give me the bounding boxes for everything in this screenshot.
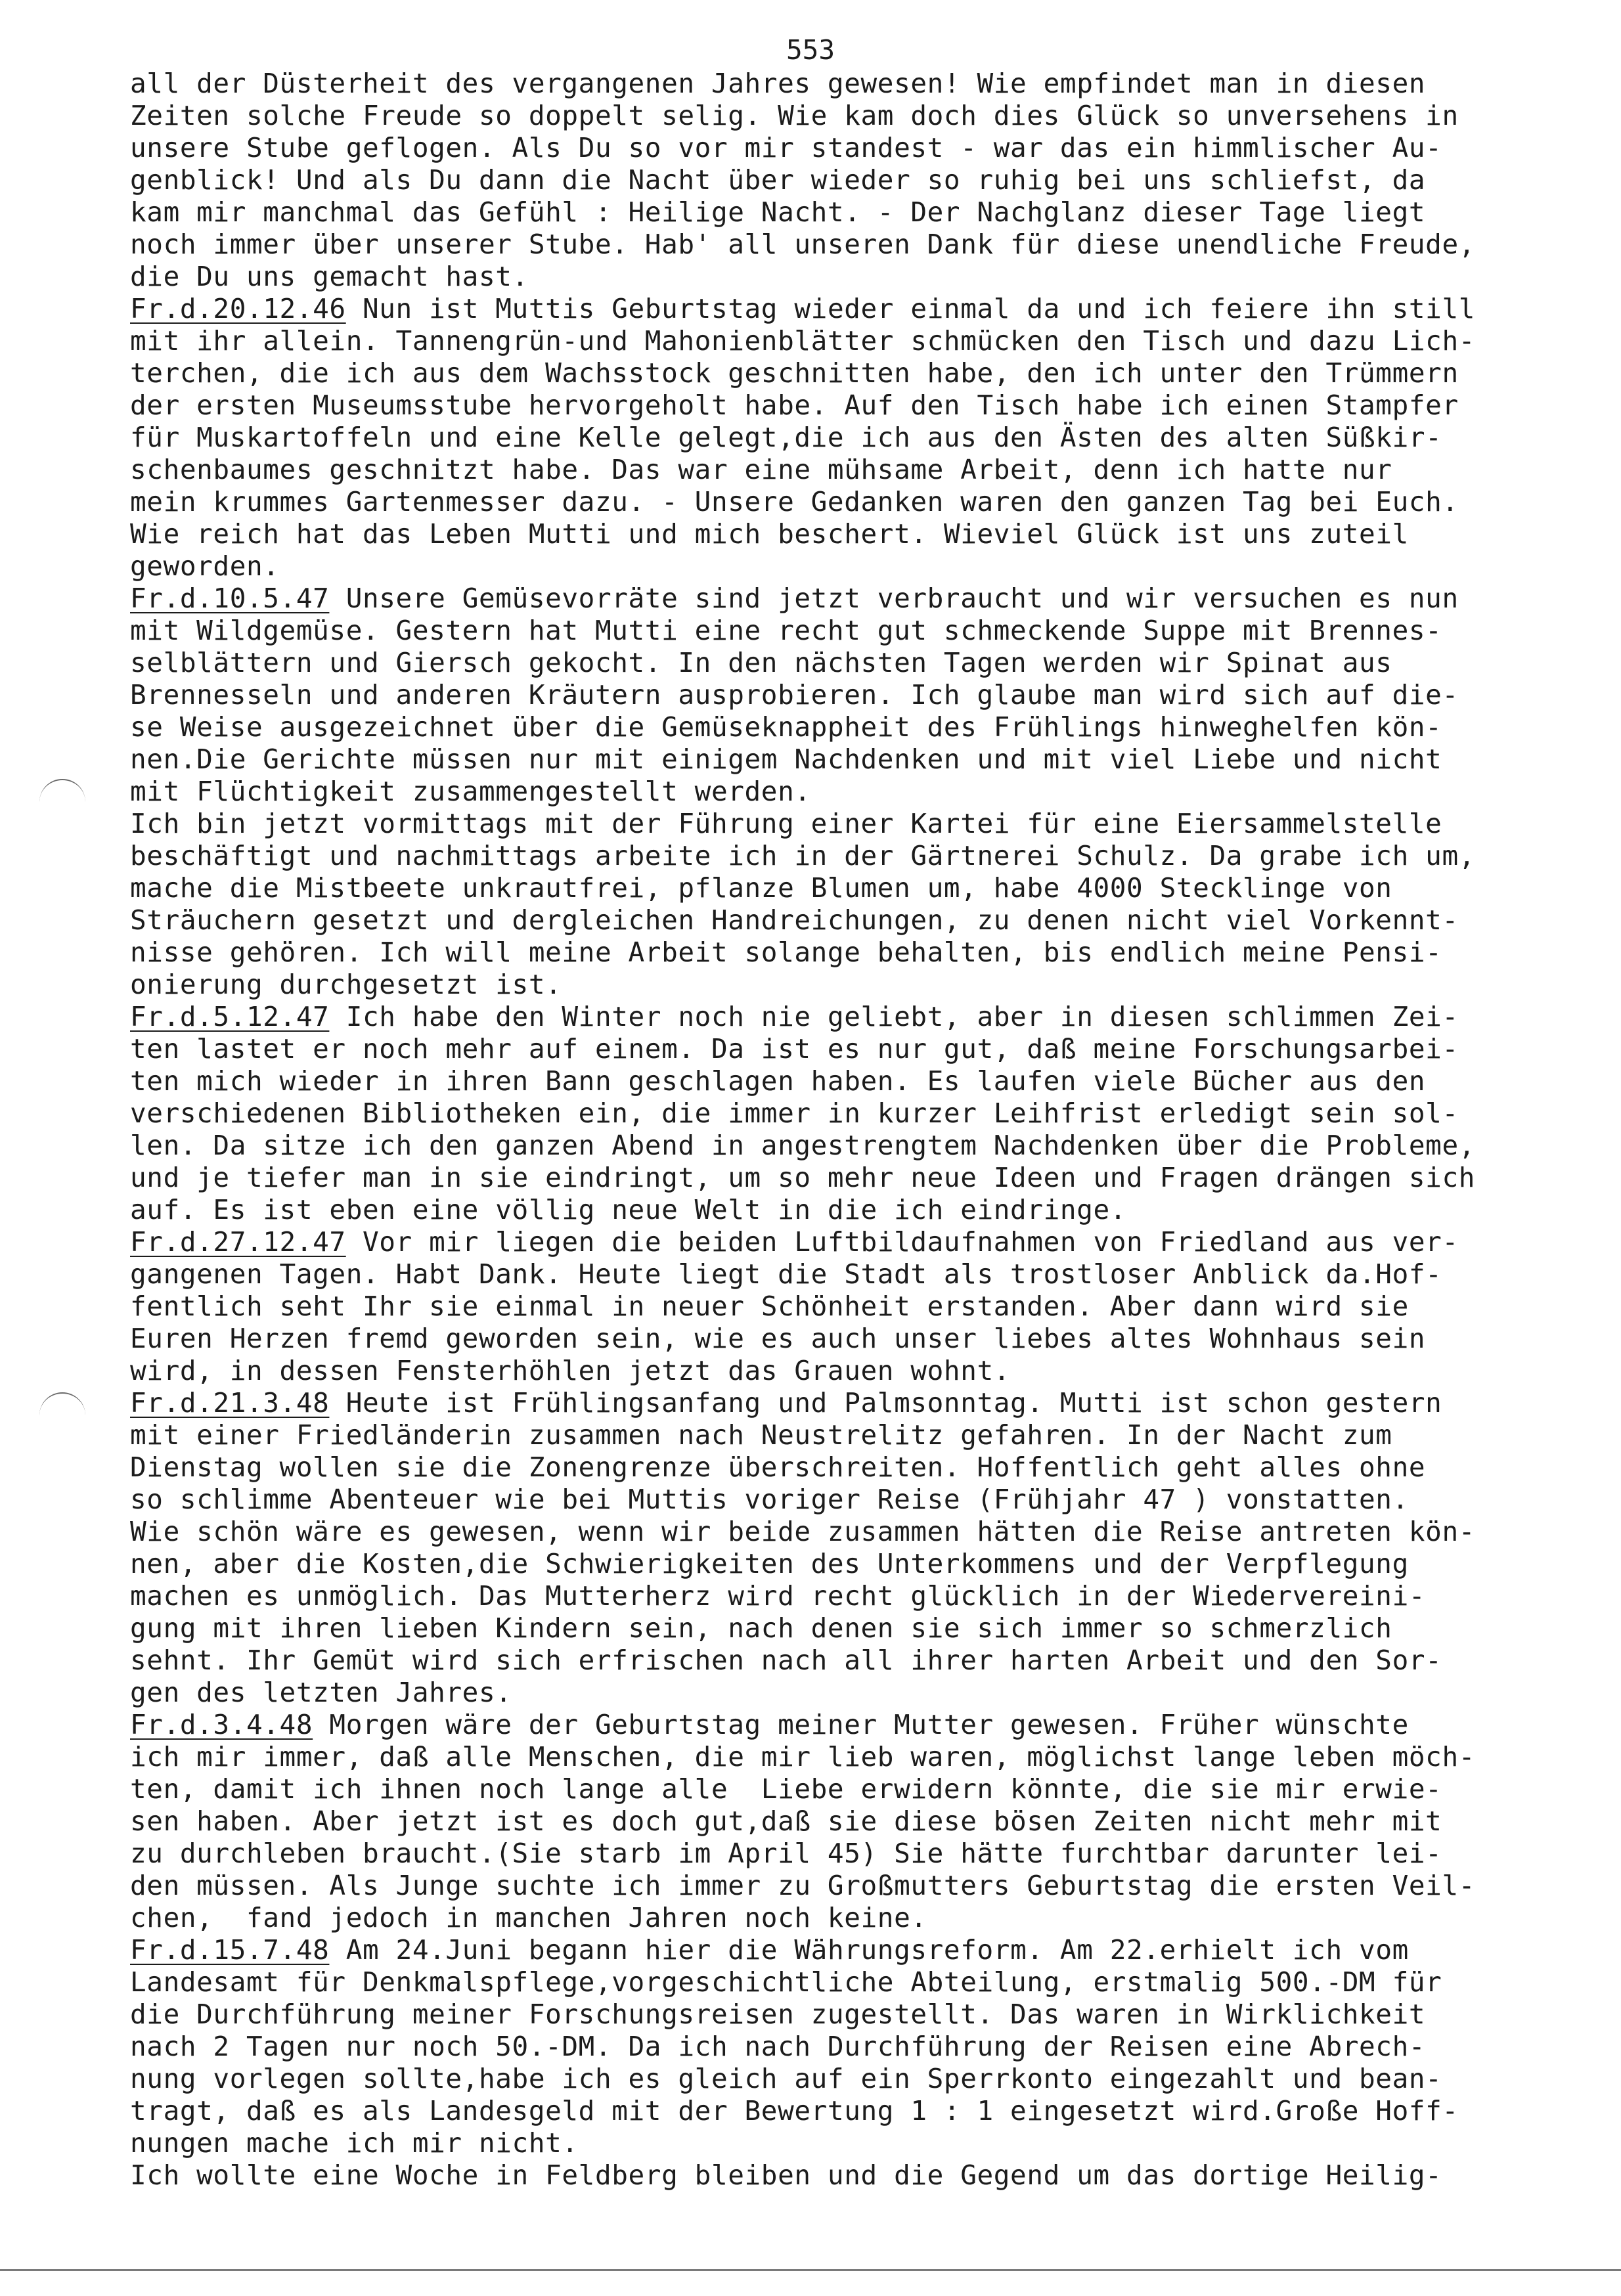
text-line (130, 1162, 1568, 1194)
line-text: Euren Herzen fremd geworden sein, wie es auch unser liebes altes Wohnhaus sein (130, 1323, 1426, 1354)
line-text: terchen, die ich aus dem Wachsstock geschnitten habe, den ich unter den Trümmern (130, 357, 1459, 389)
text-line (130, 1580, 1568, 1612)
text-line (130, 196, 1568, 229)
text-line (130, 486, 1568, 518)
line-text: ten mich wieder in ihren Bann geschlagen haben. Es laufen viele Bücher aus den (130, 1065, 1426, 1097)
entry-date: Fr.d.21.3.48 (130, 1387, 330, 1419)
entry-date: Fr.d.10.5.47 (130, 583, 330, 614)
text-line (130, 937, 1568, 969)
line-text: all der Düsterheit des vergangenen Jahres gewesen! Wie empfindet man in diesen (130, 68, 1426, 99)
line-text: nen, aber die Kosten,die Schwierigkeiten des Unterkommens und der Verpflegung (130, 1548, 1409, 1579)
line-text: der ersten Museumsstube hervorgeholt habe. Auf den Tisch habe ich einen Stampfer (130, 389, 1459, 421)
text-line (130, 615, 1568, 647)
text-line (130, 1805, 1568, 1838)
line-text: mit Flüchtigkeit zusammengestellt werden. (130, 776, 811, 807)
line-text: Ich bin jetzt vormittags mit der Führung einer Kartei für eine Eiersammelstelle (130, 808, 1442, 839)
entry-date: Fr.d.15.7.48 (130, 1934, 330, 1966)
text-line (130, 1966, 1568, 1998)
line-text: ich mir immer, daß alle Menschen, die mir lieb waren, möglichst lange leben möch- (130, 1741, 1476, 1773)
line-text: tragt, daß es als Landesgeld mit der Bewertung 1 : 1 eingesetzt wird.Große Hoff- (130, 2095, 1459, 2127)
line-text: Landesamt für Denkmalspflege,vorgeschichtliche Abteilung, erstmalig 500.-DM für (130, 1966, 1442, 1998)
line-text: auf. Es ist eben eine völlig neue Welt in die ich eindringe. (130, 1194, 1127, 1225)
line-text: Sträuchern gesetzt und dergleichen Handreichungen, zu denen nicht viel Vorkennt- (130, 904, 1459, 936)
line-text: nisse gehören. Ich will meine Arbeit solange behalten, bis endlich meine Pensi- (130, 937, 1442, 968)
text-line (130, 904, 1568, 937)
text-line (130, 293, 1568, 325)
diary-text (130, 68, 1568, 2192)
line-text: zu durchleben braucht.(Sie starb im April 45) Sie hätte furchtbar darunter lei- (130, 1838, 1442, 1869)
text-line (130, 100, 1568, 132)
text-line (130, 1902, 1568, 1934)
line-text: nung vorlegen sollte,habe ich es gleich auf ein Sperrkonto eingezahlt und bean- (130, 2063, 1442, 2094)
text-line (130, 1226, 1568, 1258)
text-line (130, 1934, 1568, 1966)
line-text: Am 24.Juni begann hier die Währungsreform. Am 22.erhielt ich vom (329, 1934, 1409, 1966)
line-text: wird, in dessen Fensterhöhlen jetzt das Grauen wohnt. (130, 1355, 1011, 1386)
line-text: Zeiten solche Freude so doppelt selig. Wie kam doch dies Glück so unversehens in (130, 100, 1459, 131)
text-line (130, 1355, 1568, 1387)
text-line (130, 1709, 1568, 1741)
line-text: Wie reich hat das Leben Mutti und mich beschert. Wieviel Glück ist uns zuteil (130, 518, 1409, 550)
text-line (130, 325, 1568, 357)
line-text: schenbaumes geschnitzt habe. Das war eine mühsame Arbeit, denn ich hatte nur (130, 454, 1392, 485)
line-text: nen.Die Gerichte müssen nur mit einigem Nachdenken und mit viel Liebe und nicht (130, 743, 1442, 775)
line-text: Dienstag wollen sie die Zonengrenze überschreiten. Hoffentlich geht alles ohne (130, 1451, 1426, 1483)
line-text: len. Da sitze ich den ganzen Abend in angestrengtem Nachdenken über die Probleme, (130, 1130, 1476, 1161)
line-text: so schlimme Abenteuer wie bei Muttis voriger Reise (Frühjahr 47 ) vonstatten. (130, 1484, 1409, 1515)
text-line (130, 68, 1568, 100)
line-text: verschiedenen Bibliotheken ein, die immer in kurzer Leihfrist erledigt sein sol- (130, 1097, 1459, 1129)
text-line (130, 840, 1568, 872)
text-line (130, 1451, 1568, 1484)
text-line (130, 2159, 1568, 2192)
text-line (130, 1065, 1568, 1097)
line-text: Ich wollte eine Woche in Feldberg bleiben und die Gegend um das dortige Heilig- (130, 2159, 1442, 2191)
text-line (130, 679, 1568, 711)
line-text: Nun ist Muttis Geburtstag wieder einmal da und ich feiere ihn still (345, 293, 1476, 324)
line-text: Wie schön wäre es gewesen, wenn wir beide zusammen hätten die Reise antreten kön- (130, 1516, 1476, 1547)
line-text: selblättern und Giersch gekocht. In den nächsten Tagen werden wir Spinat aus (130, 647, 1392, 678)
text-line (130, 711, 1568, 743)
line-text: Unsere Gemüsevorräte sind jetzt verbraucht und wir versuchen es nun (329, 583, 1459, 614)
text-line (130, 1291, 1568, 1323)
line-text: machen es unmöglich. Das Mutterherz wird recht glücklich in der Wiedervereini- (130, 1580, 1426, 1612)
line-text: nach 2 Tagen nur noch 50.-DM. Da ich nach Durchführung der Reisen eine Abrech- (130, 2031, 1426, 2062)
text-line (130, 1516, 1568, 1548)
line-text: sen haben. Aber jetzt ist es doch gut,daß sie diese bösen Zeiten nicht mehr mit (130, 1805, 1442, 1837)
line-text: unsere Stube geflogen. Als Du so vor mir standest - war das ein himmlischer Au- (130, 132, 1442, 164)
entry-date: Fr.d.27.12.47 (130, 1226, 346, 1258)
line-text: se Weise ausgezeichnet über die Gemüseknappheit des Frühlings hinweghelfen kön- (130, 711, 1442, 743)
text-line (130, 261, 1568, 293)
page-number: 553 (786, 34, 835, 66)
entry-date: Fr.d.3.4.48 (130, 1709, 313, 1740)
line-text: gangenen Tagen. Habt Dank. Heute liegt die Stadt als trostloser Anblick da.Hof- (130, 1258, 1442, 1290)
text-line (130, 1323, 1568, 1355)
punch-mark (39, 779, 85, 806)
text-line (130, 1387, 1568, 1419)
text-line (130, 389, 1568, 422)
punch-mark (39, 1392, 85, 1420)
line-text: beschäftigt und nachmittags arbeite ich in der Gärtnerei Schulz. Da grabe ich um, (130, 840, 1476, 872)
line-text: nungen mache ich mir nicht. (130, 2127, 579, 2159)
text-line (130, 1258, 1568, 1291)
text-line (130, 1033, 1568, 1065)
text-line (130, 743, 1568, 776)
line-text: geworden. (130, 550, 280, 582)
line-text: gen des letzten Jahres. (130, 1677, 512, 1708)
line-text: ten, damit ich ihnen noch lange alle Liebe erwidern könnte, die sie mir erwie- (130, 1773, 1442, 1805)
line-text: noch immer über unserer Stube. Hab' all unseren Dank für diese unendliche Freude, (130, 229, 1476, 260)
line-text: Brennesseln und anderen Kräutern ausprobieren. Ich glaube man wird sich auf die- (130, 679, 1459, 711)
text-line (130, 776, 1568, 808)
line-text: genblick! Und als Du dann die Nacht über wieder so ruhig bei uns schliefst, da (130, 164, 1426, 196)
line-text: Heute ist Frühlingsanfang und Palmsonntag. Mutti ist schon gestern (329, 1387, 1442, 1419)
text-line (130, 229, 1568, 261)
text-line (130, 1645, 1568, 1677)
line-text: die Durchführung meiner Forschungsreisen zugestellt. Das waren in Wirklichkeit (130, 1998, 1426, 2030)
text-line (130, 132, 1568, 164)
line-text: mache die Mistbeete unkrautfrei, pflanze Blumen um, habe 4000 Stecklinge von (130, 872, 1392, 904)
text-line (130, 1001, 1568, 1033)
text-line (130, 872, 1568, 904)
text-line (130, 1838, 1568, 1870)
text-line (130, 1194, 1568, 1226)
text-line (130, 357, 1568, 389)
text-line (130, 2031, 1568, 2063)
line-text: die Du uns gemacht hast. (130, 261, 529, 292)
text-line (130, 422, 1568, 454)
line-text: für Muskartoffeln und eine Kelle gelegt,die ich aus den Ästen des alten Süßkir- (130, 422, 1442, 453)
entry-date: Fr.d.5.12.47 (130, 1001, 330, 1032)
line-text: und je tiefer man in sie eindringt, um so mehr neue Ideen und Fragen drängen sich (130, 1162, 1476, 1193)
text-line (130, 1741, 1568, 1773)
line-text: fentlich seht Ihr sie einmal in neuer Schönheit erstanden. Aber dann wird sie (130, 1291, 1409, 1322)
line-text: ten lastet er noch mehr auf einem. Da ist es nur gut, daß meine Forschungsarbei- (130, 1033, 1459, 1065)
line-text: Vor mir liegen die beiden Luftbildaufnahmen von Friedland aus ver- (345, 1226, 1459, 1258)
line-text: mit Wildgemüse. Gestern hat Mutti eine recht gut schmeckende Suppe mit Brennes- (130, 615, 1442, 646)
bottom-rule (0, 2269, 1621, 2271)
text-line (130, 1548, 1568, 1580)
text-line (130, 454, 1568, 486)
text-line (130, 2127, 1568, 2159)
line-text: den müssen. Als Junge suchte ich immer zu Großmutters Geburtstag die ersten Veil- (130, 1870, 1476, 1901)
line-text: chen, fand jedoch in manchen Jahren noch keine. (130, 1902, 927, 1933)
text-line (130, 1773, 1568, 1805)
text-line (130, 550, 1568, 583)
line-text: mein krummes Gartenmesser dazu. - Unsere Gedanken waren den ganzen Tag bei Euch. (130, 486, 1459, 518)
line-text: kam mir manchmal das Gefühl : Heilige Nacht. - Der Nachglanz dieser Tage liegt (130, 196, 1426, 228)
text-line (130, 808, 1568, 840)
text-line (130, 1612, 1568, 1645)
line-text: Morgen wäre der Geburtstag meiner Mutter gewesen. Früher wünschte (313, 1709, 1409, 1740)
line-text: mit einer Friedländerin zusammen nach Neustrelitz gefahren. In der Nacht zum (130, 1419, 1392, 1451)
text-line (130, 1097, 1568, 1130)
entry-date: Fr.d.20.12.46 (130, 293, 346, 324)
line-text: mit ihr allein. Tannengrün-und Mahonienblätter schmücken den Tisch und dazu Lich- (130, 325, 1476, 357)
text-line (130, 164, 1568, 196)
text-line (130, 518, 1568, 550)
text-line (130, 1998, 1568, 2031)
text-line (130, 2063, 1568, 2095)
text-line (130, 969, 1568, 1001)
text-line (130, 1130, 1568, 1162)
line-text: gung mit ihren lieben Kindern sein, nach denen sie sich immer so schmerzlich (130, 1612, 1392, 1644)
text-line (130, 2095, 1568, 2127)
text-line (130, 647, 1568, 679)
text-line (130, 583, 1568, 615)
line-text: sehnt. Ihr Gemüt wird sich erfrischen nach all ihrer harten Arbeit und den Sor- (130, 1645, 1442, 1676)
text-line (130, 1484, 1568, 1516)
line-text: onierung durchgesetzt ist. (130, 969, 562, 1000)
line-text: Ich habe den Winter noch nie geliebt, aber in diesen schlimmen Zei- (329, 1001, 1459, 1032)
text-line (130, 1677, 1568, 1709)
text-line (130, 1870, 1568, 1902)
text-line (130, 1419, 1568, 1451)
